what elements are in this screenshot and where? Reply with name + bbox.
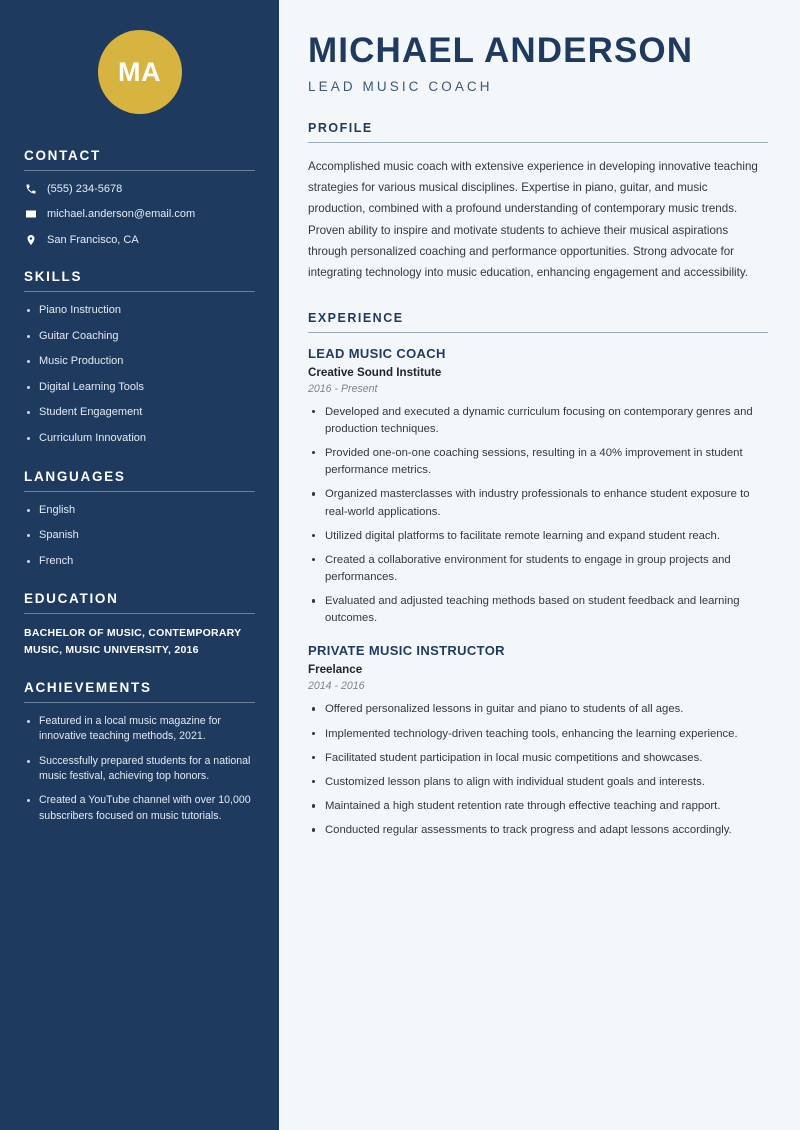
contact-list	[24, 182, 255, 247]
job-dates: 2016 - Present	[308, 382, 378, 395]
contact-email-value: michael.anderson@email.com	[47, 208, 196, 221]
job-bullet-list	[308, 404, 768, 628]
job-company: Freelance	[308, 663, 363, 677]
list-item: Digital Learning Tools	[24, 380, 255, 396]
job-title: PRIVATE MUSIC INSTRUCTOR	[308, 643, 505, 659]
job-role-subtitle: LEAD MUSIC COACH	[308, 78, 493, 94]
list-item: Customized lesson plans to align with individual student goals and interests.	[308, 774, 768, 791]
contact-phone-value: (555) 234-5678	[47, 183, 123, 195]
profile-divider	[308, 142, 768, 143]
list-item: Piano Instruction	[24, 303, 255, 319]
list-item: Featured in a local music magazine for innovative teaching methods, 2021.	[24, 714, 255, 745]
map-pin-icon	[24, 233, 37, 246]
phone-icon	[24, 183, 37, 196]
achievements-heading: ACHIEVEMENTS	[24, 679, 152, 695]
achievements-divider	[24, 702, 255, 703]
list-item: Facilitated student participation in local music competitions and showcases.	[308, 750, 768, 767]
list-item: English	[24, 503, 255, 519]
experience-entry	[308, 346, 768, 628]
sidebar	[0, 0, 279, 1130]
list-item: Evaluated and adjusted teaching methods based on student feedback and learning outcomes.	[308, 593, 768, 627]
list-item: Provided one-on-one coaching sessions, resulting in a 40% improvement in student performance metrics.	[308, 445, 768, 479]
profile-text: Accomplished music coach with extensive experience in developing innovative teaching strategies for various musical disciplines. Expertise in piano, guitar, and music production, combined with a profound understanding of contemporary music trends. Proven ability to inspire and motivate students to achieve their musical aspirations through personalized coaching and performance opportunities. Strong advocate for integrating technology into music education, enhancing engagement and accessibility.	[308, 159, 758, 280]
list-item: Offered personalized lessons in guitar and piano to students of all ages.	[308, 701, 768, 718]
list-item: Utilized digital platforms to facilitate remote learning and expand student reach.	[308, 528, 768, 545]
contact-section	[24, 148, 255, 247]
skills-section	[24, 269, 255, 447]
languages-heading: LANGUAGES	[24, 468, 126, 484]
list-item: Spanish	[24, 528, 255, 544]
achievements-section	[24, 680, 255, 824]
avatar-container	[24, 0, 255, 148]
contact-item-location[interactable]	[24, 233, 255, 247]
languages-divider	[24, 491, 255, 492]
list-item: Music Production	[24, 354, 255, 370]
skills-divider	[24, 291, 255, 292]
skills-list	[24, 303, 255, 447]
experience-section	[308, 311, 768, 840]
list-item: Conducted regular assessments to track progress and adapt lessons accordingly.	[308, 822, 768, 839]
list-item: Implemented technology-driven teaching tools, enhancing the learning experience.	[308, 726, 768, 743]
contact-heading: CONTACT	[24, 148, 101, 163]
experience-divider	[308, 332, 768, 333]
list-item: Guitar Coaching	[24, 329, 255, 345]
main-content	[279, 0, 800, 1130]
experience-heading: EXPERIENCE	[308, 310, 404, 325]
page-title: MICHAEL ANDERSON	[308, 31, 694, 70]
list-item: Successfully prepared students for a national music festival, achieving top honors.	[24, 754, 255, 785]
list-item: Developed and executed a dynamic curriculum focusing on contemporary genres and production techniques.	[308, 404, 768, 438]
job-title: LEAD MUSIC COACH	[308, 345, 446, 361]
education-divider	[24, 613, 255, 614]
education-heading: EDUCATION	[24, 591, 119, 607]
education-entry: BACHELOR OF MUSIC, CONTEMPORARY MUSIC, MUSIC UNIVERSITY, 2016	[24, 627, 242, 656]
skills-heading: SKILLS	[24, 268, 83, 284]
contact-item-email[interactable]	[24, 207, 255, 221]
job-company: Creative Sound Institute	[308, 365, 442, 379]
profile-heading: PROFILE	[308, 120, 373, 135]
achievements-list	[24, 714, 255, 824]
contact-item-phone[interactable]	[24, 182, 255, 196]
list-item: Organized masterclasses with industry professionals to enhance student exposure to real-world applications.	[308, 486, 768, 520]
contact-location-value: San Francisco, CA	[47, 233, 139, 246]
resume-header	[308, 32, 768, 94]
contact-divider	[24, 170, 255, 171]
profile-section	[308, 121, 768, 284]
list-item: French	[24, 554, 255, 570]
job-bullet-list	[308, 701, 768, 839]
list-item: Maintained a high student retention rate through effective teaching and rapport.	[308, 798, 768, 815]
list-item: Created a collaborative environment for students to engage in group projects and performances.	[308, 552, 768, 586]
job-dates: 2014 - 2016	[308, 680, 365, 693]
avatar: MA	[98, 30, 182, 114]
languages-section	[24, 469, 255, 570]
education-section	[24, 591, 255, 658]
envelope-icon	[24, 208, 37, 221]
languages-list	[24, 503, 255, 570]
list-item: Student Engagement	[24, 405, 255, 421]
list-item: Curriculum Innovation	[24, 431, 255, 447]
experience-entry	[308, 643, 768, 839]
list-item: Created a YouTube channel with over 10,000 subscribers focused on music tutorials.	[24, 793, 255, 824]
